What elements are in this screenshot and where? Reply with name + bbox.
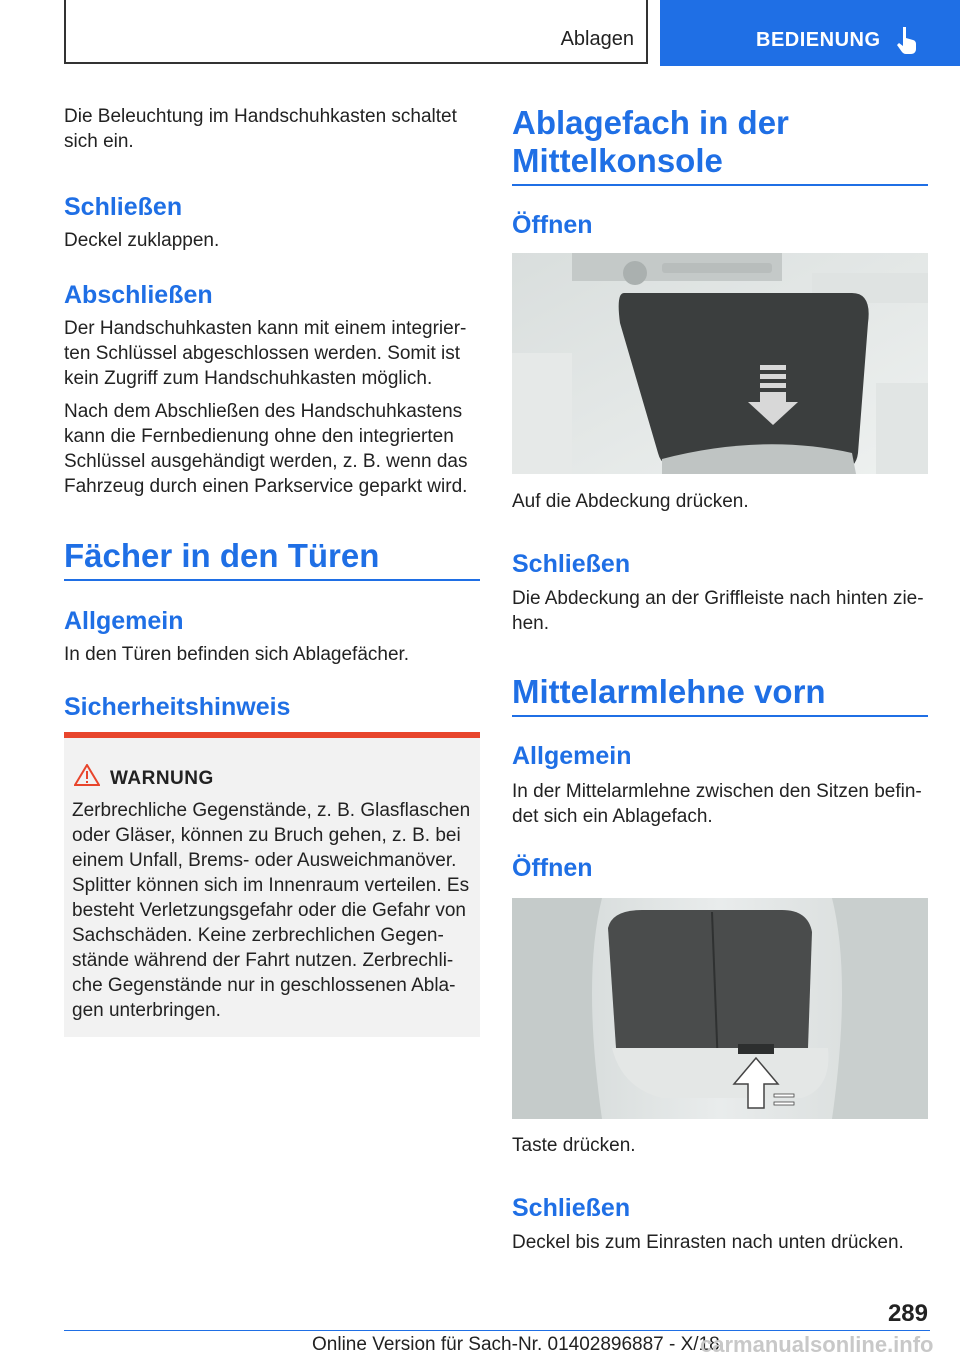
heading-allgemein-left: Allgemein (64, 607, 184, 635)
heading-schliessen-2: Schließen (512, 1194, 631, 1222)
footer-watermark: carmanualsonline.info (700, 1332, 934, 1357)
text-schliessen-1: Die Abdeckung an der Griffleiste nach hinten zie‐hen. (512, 588, 924, 634)
heading-schliessen: Schließen (64, 193, 183, 221)
page-number: 289 (887, 1300, 928, 1327)
header-chapter-label: BEDIENUNG (756, 29, 881, 51)
header-chapter-tab (660, 0, 960, 66)
footer-divider (64, 1330, 930, 1331)
text-schliessen: Deckel zuklappen. (64, 230, 220, 251)
text-abschliessen-2: Nach dem Abschließen des Handschuhkastens kann die Fernbedienung ohne den integrierten Schlüssel ausgehändigt werden, z. B. wenn das Fahrzeug durch einen Parkservice geparkt wird. (64, 401, 468, 497)
heading-schliessen-1: Schließen (512, 550, 631, 578)
heading-faecher: Fächer in den Türen (64, 537, 480, 581)
warning-triangle-icon (74, 764, 100, 786)
text-allgemein-right: In der Mittelarmlehne zwischen den Sitzen befin‐det sich ein Ablagefach. (512, 781, 922, 827)
center-console-photo (512, 253, 928, 474)
warning-text: Zerbrechliche Gegenstände, z. B. Glasflaschen oder Gläser, können zu Bruch gehen, z. B. bei einem Unfall, Brems- oder Ausweichmanöver. Splitter können sich im Innenraum verteilen. Es besteht Verletzungsgefahr oder die Gefahr von Sachschäden. Keine zerbrechlichen Gegen‐stände während der Fahrt nutzen. Zerbrechli‐che Gegenstände nur in geschlossenen Abla‐gen unterbringen. (72, 800, 471, 1021)
text-allgemein-left: In den Türen befinden sich Ablagefächer. (64, 644, 410, 665)
footer-online-version: Online Version für Sach-Nr. 01402896887 - X/18 (312, 1334, 720, 1355)
heading-abschliessen: Abschließen (64, 281, 213, 309)
heading-oeffnen-1: Öffnen (512, 211, 593, 239)
warning-box (64, 732, 480, 1037)
header-section-label: Ablagen (560, 28, 634, 50)
armrest-photo (512, 898, 928, 1119)
heading-sicherheit: Sicherheitshinweis (64, 693, 291, 721)
heading-ablagefach: Ablagefach in der Mittelkonsole (512, 104, 928, 186)
intro-text: Die Beleuchtung im Handschuhkasten schaltet sich ein. (64, 106, 457, 152)
warning-title: WARNUNG (110, 768, 214, 789)
text-oeffnen-2: Taste drücken. (512, 1135, 636, 1156)
text-schliessen-2: Deckel bis zum Einrasten nach unten drücken. (512, 1232, 904, 1253)
pointing-hand-icon (896, 26, 918, 54)
text-abschliessen-1: Der Handschuhkasten kann mit einem integrier‐ten Schlüssel abgeschlossen werden. Somit ist kein Zugriff zum Handschuhkasten möglich. (64, 318, 467, 389)
text-oeffnen-1: Auf die Abdeckung drücken. (512, 491, 749, 512)
heading-oeffnen-2: Öffnen (512, 854, 593, 882)
heading-mittelarmlehne: Mittelarmlehne vorn (512, 673, 928, 717)
header-section-tab (64, 0, 648, 64)
heading-allgemein-right: Allgemein (512, 742, 632, 770)
